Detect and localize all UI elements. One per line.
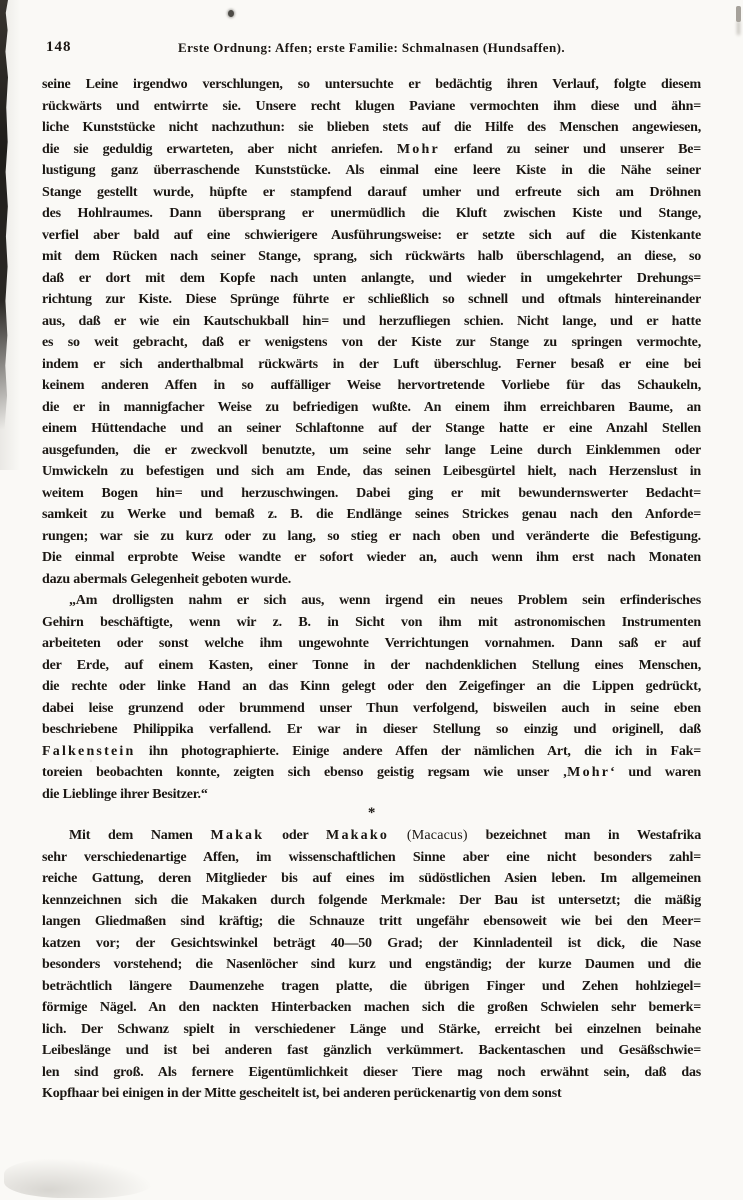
text-line: seine Leine irgendwo verschlungen, so untersuchte er bedächtig ihren Verlauf, folgte diesem <box>42 77 701 92</box>
text-line: aus, daß er wie ein Kautschukball hin= und herzufliegen schien. Nicht lange, und er hatte <box>42 313 701 329</box>
text-line: beträchtlich längere Daumenzehe tragen platte, die übrigen Finger und Zehen hohlziegel= <box>42 978 701 994</box>
text-line: keinem anderen Affen in so auffälliger Weise hervortretende Vorliebe für das Schaukeln, <box>42 378 701 393</box>
text-line: katzen vor; der Gesichtswinkel beträgt 40—50 Grad; der Kinnladenteil ist dick, die Nase <box>42 935 701 951</box>
text-line: reiche Gattung, deren Mitglieder bis auf eines im südöstlichen Asien leben. Im allgemeinen <box>42 871 701 886</box>
text-line: toreien beobachten konnte, zeigten sich ebenso geistig regsam wie unser ‚Mohr‘ und waren <box>42 765 701 780</box>
paper-noise-patch <box>4 1158 154 1198</box>
section-separator: * <box>367 805 376 821</box>
text-line: daß er dort mit dem Kopfe nach unten anlangte, und wieder in umgekehrter Drehungs= <box>42 270 701 286</box>
text-line: richtung zur Kiste. Diese Sprünge führte er schließlich so schnell und oftmals hintereinander <box>42 292 701 307</box>
body-text <box>42 74 701 1105</box>
text-line: es so weit gebracht, daß er wenigstens von der Kiste zur Stange zu springen vermochte, <box>42 335 701 350</box>
text-line: einem Hüttendache und an seiner Schlaftonne auf der Stange hatte er eine Anzahl Stellen <box>42 421 701 436</box>
ink-speck <box>228 10 234 17</box>
text-line: dazu abermals Gelegenheit geboten wurde. <box>42 571 292 587</box>
text-line: kennzeichnen sich die Makaken durch folgende Merkmale: Der Bau ist untersetzt; die mäßig <box>42 892 701 908</box>
text-line: weitem Bogen hin= und herzuschwingen. Dabei ging er mit bewundernswerter Bedacht= <box>42 485 701 501</box>
text-line: förmige Nägel. An den nackten Hinterbacken machen sich die großen Schwielen sehr bemerk= <box>42 1000 701 1015</box>
text-line: rückwärts und entwirrte sie. Unsere recht klugen Paviane vermochten ihm diese und ähn= <box>42 98 701 114</box>
text-line: die er in mannigfacher Weise zu befriedigen wußte. An einem ihm erreichbaren Baume, an <box>42 399 701 415</box>
text-line: lustigung ganz überraschende Kunststücke. Als einmal eine leere Kiste in die Nähe seiner <box>42 163 701 178</box>
text-line: Die einmal erprobte Weise wandte er sofort wieder an, auch wenn ihm erst nach Monaten <box>42 550 701 565</box>
text-line: der Erde, auf einem Kasten, einer Tonne in der nachdenklichen Stellung eines Menschen, <box>42 657 701 673</box>
text-line: Mit dem Namen Makak oder Makako (Macacus) bezeichnet man in Westafrika <box>69 828 701 843</box>
text-line: mit dem Rücken nach seiner Stange, sprang, sich rückwärts halb überschlagend, an diese, so <box>42 249 701 264</box>
text-line: sehr verschiedenartige Affen, im wissenschaftlichen Sinne aber eine nicht besonders zahl= <box>42 849 701 865</box>
text-line: verfiel aber bald auf eine schwierigere Ausführungsweise: er setzte sich auf die Kistenkante <box>42 227 701 243</box>
scan-edge-mark <box>736 6 741 22</box>
text-line: lich. Der Schwanz spielt in verschiedener Länge und Stärke, erreicht bei einzelnen beinahe <box>42 1021 701 1037</box>
text-line: des Hohlraumes. Dann übersprang er unermüdlich die Kluft zwischen Kiste und Stange, <box>42 206 701 221</box>
text-line: dabei leise grunzend oder brummend unser Thun verfolgend, bisweilen auch in seine eben <box>42 700 701 716</box>
text-line: langen Gliedmaßen sind kräftig; die Schnauze tritt ungefähr ebensoweit wie bei den Meer= <box>42 914 701 929</box>
text-line: Kopfhaar bei einigen in der Mitte gescheitelt ist, bei anderen perückenartig von dem sonst <box>42 1086 562 1101</box>
page-header <box>42 39 701 59</box>
text-line: ausgefunden, die er zweckvoll benutzte, um seine sehr lange Leine durch Einklemmen oder <box>42 442 701 458</box>
text-line: indem er sich anderthalbmal rückwärts in der Luft überschlug. Ferner besaß er eine bei <box>42 356 701 372</box>
text-line: arbeiteten oder sonst welche ihm ungewohnte Verrichtungen vornahmen. Dann saß er auf <box>42 636 701 651</box>
running-header: Erste Ordnung: Affen; erste Familie: Schmalnasen (Hundsaffen). <box>178 40 565 55</box>
text-line: die rechte oder linke Hand an das Kinn gelegt oder den Zeigefinger an die Lippen gedrückt, <box>42 679 701 694</box>
text-line: Stange gestellt wurde, hüpfte er stampfend darauf umher und erfreute sich am Dröhnen <box>42 184 701 200</box>
text-line: besonders vorstehend; die Nasenlöcher sind kurz und engständig; der kurze Daumen und die <box>42 957 701 972</box>
paper-specks <box>0 0 2 2</box>
text-line: Gehirn beschäftigte, wenn wir z. B. in Sicht von ihm mit astronomischen Instrumenten <box>42 614 701 630</box>
text-line: samkeit zu Werke und bemaß z. B. die Endlänge seines Strickes genau nach den Anforde= <box>42 507 701 522</box>
text-line: liche Kunststücke nicht nachzuthun: sie blieben stets auf die Hilfe des Menschen angewiesen, <box>42 120 701 135</box>
text-line: len sind groß. Als fernere Eigentümlichkeit dieser Tiere mag noch erwähnt sein, daß das <box>42 1064 701 1080</box>
text-line: „Am drolligsten nahm er sich aus, wenn irgend ein neues Problem sein erfinderisches <box>69 593 701 608</box>
text-line: beschriebene Philippika verfallend. Er war in dieser Stellung so einzig und originell, daß <box>42 722 701 737</box>
text-line: rungen; war sie zu kurz oder zu lang, so stieg er nach oben und veränderte die Befestigung. <box>42 528 701 544</box>
page-number: 148 <box>46 39 72 55</box>
text-line: Umwickeln zu befestigen und sich am Ende, das seinen Leibesgürtel hielt, nach Herzenslust in <box>42 464 701 479</box>
text-line: die sie geduldig erwarteten, aber nicht anriefen. Mohr erfand zu seiner und unserer Be= <box>42 141 701 157</box>
text-line: Falkenstein ihn photographierte. Einige andere Affen der nämlichen Art, die ich in Fak= <box>42 743 701 759</box>
text-line: Leibeslänge und ist bei anderen fast gänzlich verkümmert. Backentaschen und Gesäßschwie= <box>42 1043 701 1058</box>
text-line: die Lieblinge ihrer Besitzer.“ <box>42 786 208 802</box>
